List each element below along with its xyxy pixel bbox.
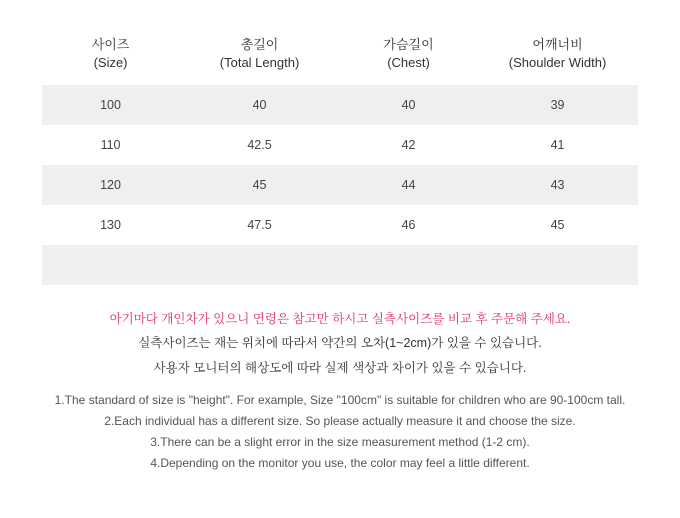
cell-shoulder-width: 39 [477, 85, 638, 125]
table-row [42, 85, 638, 125]
table-header-row [42, 30, 638, 85]
note-en-line1: 1.The standard of size is "height". For example, Size "100cm" is suitable for children who are 90-100cm tall. [54, 393, 626, 408]
spacer-cell [42, 245, 179, 285]
cell-size: 120 [42, 165, 179, 205]
spacer-cell [340, 245, 477, 285]
notes-english [0, 390, 680, 474]
column-header-shoulder-width-kr: 어깨너비 [532, 37, 583, 52]
column-header-total-length-en: (Total Length) [219, 54, 300, 70]
column-header-size-en: (Size) [93, 54, 128, 70]
cell-shoulder-width: 41 [550, 138, 565, 153]
note-en-line3: 3.There can be a slight error in the size measurement method (1-2 cm). [150, 435, 530, 450]
cell-size: 100 [42, 85, 179, 125]
notes-korean [0, 307, 680, 380]
size-table [42, 30, 638, 285]
note-kr-line3: 사용자 모니터의 해상도에 따라 실제 색상과 차이가 있을 수 있습니다. [153, 360, 527, 375]
column-header-chest-kr: 가슴길이 [383, 37, 434, 52]
column-header-size-kr: 사이즈 [91, 37, 130, 52]
cell-total-length: 45 [179, 165, 340, 205]
note-red-line: 아기마다 개인차가 있으니 연령은 참고만 하시고 실측사이즈를 비교 후 주문해 주세요. [109, 312, 571, 327]
table-header [42, 30, 638, 85]
cell-size: 130 [100, 218, 121, 233]
spacer-cell [179, 245, 340, 285]
table-row [42, 165, 638, 205]
table-row [42, 125, 638, 165]
column-header-total-length-kr: 총길이 [240, 37, 279, 52]
column-header-size [42, 30, 179, 85]
note-en-line4: 4.Depending on the monitor you use, the color may feel a little different. [150, 456, 530, 471]
table-body [42, 85, 638, 285]
table-row [42, 205, 638, 245]
note-kr-line2: 실측사이즈는 재는 위치에 따라서 약간의 오차(1~2cm)가 있을 수 있습니다. [138, 336, 542, 351]
cell-chest: 42 [401, 138, 416, 153]
cell-chest: 40 [340, 85, 477, 125]
column-header-shoulder-width [477, 30, 638, 85]
column-header-shoulder-width-en: (Shoulder Width) [508, 54, 607, 70]
note-en-line2: 2.Each individual has a different size. So please actually measure it and choose the size. [104, 414, 576, 429]
cell-chest: 46 [401, 218, 416, 233]
cell-shoulder-width: 45 [550, 218, 565, 233]
size-chart-page [0, 30, 680, 518]
cell-size: 110 [100, 138, 121, 153]
cell-shoulder-width: 43 [477, 165, 638, 205]
column-header-chest [340, 30, 477, 85]
table-spacer-row [42, 245, 638, 285]
cell-total-length: 40 [179, 85, 340, 125]
cell-chest: 44 [340, 165, 477, 205]
cell-total-length: 47.5 [247, 218, 272, 233]
column-header-total-length [179, 30, 340, 85]
column-header-chest-en: (Chest) [387, 54, 430, 70]
spacer-cell [477, 245, 638, 285]
cell-total-length: 42.5 [247, 138, 272, 153]
